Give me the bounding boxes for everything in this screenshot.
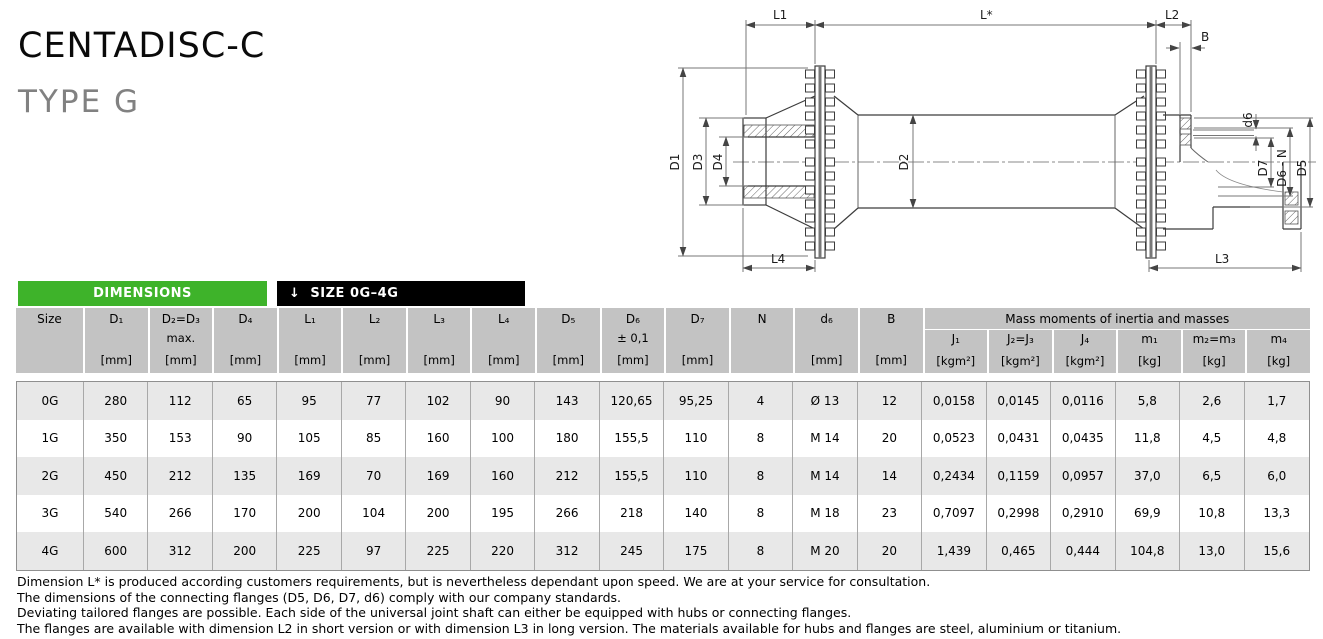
table-cell: 65 [213, 382, 277, 420]
footnotes [17, 574, 1313, 636]
footnote-line: The dimensions of the connecting flanges (D5, D6, D7, d6) comply with our company standards. [17, 589, 622, 605]
table-cell: 8 [729, 532, 793, 570]
table-cell: 69,9 [1116, 495, 1180, 533]
table-cell: 110 [664, 420, 728, 458]
table-cell: 540 [84, 495, 148, 533]
table-cell: 266 [535, 495, 599, 533]
table-row-2g [17, 457, 1309, 495]
table-cell: 97 [342, 532, 406, 570]
table-cell: 225 [406, 532, 470, 570]
table-cell: 70 [342, 457, 406, 495]
dim-label-d7: D7 [1256, 159, 1270, 177]
table-body [16, 381, 1310, 571]
type-subtitle: TYPE G [18, 84, 141, 120]
table-cell: 212 [535, 457, 599, 495]
table-cell: 195 [471, 495, 535, 533]
table-cell: 13,3 [1263, 506, 1291, 521]
table-cell: M 18 [793, 495, 857, 533]
column-header-b: B [mm] [860, 308, 923, 373]
table-cell: 225 [277, 532, 341, 570]
column-header-j2j3: J₂=J₃ [kgm²] [989, 330, 1052, 373]
table-cell: 1,7 [1267, 393, 1287, 408]
table-cell: 120,65 [600, 382, 664, 420]
table-cell: 450 [84, 457, 148, 495]
table-cell: 135 [213, 457, 277, 495]
table-cell: 312 [535, 532, 599, 570]
table-cell: 280 [84, 382, 148, 420]
table-cell: 14 [858, 457, 922, 495]
table-row-0g [17, 382, 1309, 420]
size-cell: 4G [17, 532, 84, 570]
table-cell: 160 [406, 420, 470, 458]
table-cell: 200 [277, 495, 341, 533]
table-cell: 6,5 [1180, 457, 1244, 495]
size-range-badge [277, 281, 525, 306]
table-cell: 0,2998 [987, 495, 1051, 533]
table-cell: 160 [471, 457, 535, 495]
table-cell: 12 [858, 382, 922, 420]
table-row-3g [17, 495, 1309, 533]
table-cell: M 20 [793, 532, 857, 570]
table-cell: 13,0 [1180, 532, 1244, 570]
footnote-line: The flanges are available with dimension L2 in short version or with dimension L3 in long version. The materials available for hubs and flanges are steel, aluminium or titanium. [17, 620, 1122, 636]
table-cell: 110 [664, 457, 728, 495]
size-range-label: SIZE 0G–4G [310, 286, 399, 301]
table-cell: 0,0431 [987, 420, 1051, 458]
dim-label-d6-small: d6 [1241, 112, 1255, 128]
dim-label-d5: D5 [1295, 159, 1309, 177]
dimensions-badge [18, 281, 267, 306]
table-cell: 8 [729, 495, 793, 533]
right-disc-pack [1137, 66, 1166, 258]
table-cell: 10,8 [1180, 495, 1244, 533]
column-header-m4: m₄ [kg] [1247, 330, 1310, 373]
table-cell: 155,5 [600, 457, 664, 495]
dim-label-d2: D2 [897, 153, 911, 171]
table-cell: 37,0 [1116, 457, 1180, 495]
table-cell: 100 [471, 420, 535, 458]
table-cell: 0,2910 [1051, 495, 1115, 533]
column-header-d7: D₇ [mm] [666, 308, 729, 373]
table-cell: 104,8 [1116, 532, 1180, 570]
table-cell: 140 [664, 495, 728, 533]
size-cell: 3G [17, 495, 84, 533]
left-disc-pack [806, 66, 835, 258]
technical-drawing [658, 0, 1323, 280]
table-cell: 143 [535, 382, 599, 420]
table-cell: 200 [406, 495, 470, 533]
table-row-1g [17, 420, 1309, 458]
column-header-d5: D₅ [mm] [537, 308, 600, 373]
table-cell: 600 [84, 532, 148, 570]
table-cell: 8 [729, 420, 793, 458]
table-cell: M 14 [793, 457, 857, 495]
table-cell: 2,6 [1180, 382, 1244, 420]
badge-row [0, 281, 1323, 306]
dim-label-l1: L1 [773, 8, 788, 22]
table-cell: 4 [729, 382, 793, 420]
table-cell: 0,1159 [987, 457, 1051, 495]
column-header-d2d3: D₂=D₃ max. [mm] [150, 308, 213, 373]
dimension-lines [678, 20, 1313, 272]
table-cell: 4,5 [1180, 420, 1244, 458]
table-cell: 218 [600, 495, 664, 533]
table-cell: 153 [148, 420, 212, 458]
dim-label-l2: L2 [1165, 8, 1180, 22]
table-cell: 104 [342, 495, 406, 533]
table-cell: 20 [858, 420, 922, 458]
table-cell: 90 [471, 382, 535, 420]
table-cell: 169 [406, 457, 470, 495]
table-cell: 169 [277, 457, 341, 495]
table-cell: 90 [213, 420, 277, 458]
table-cell: 85 [342, 420, 406, 458]
dim-label-d1: D1 [668, 153, 682, 171]
down-arrow-icon: ↓ [289, 286, 301, 301]
table-cell: 20 [858, 532, 922, 570]
table-cell: 8 [729, 457, 793, 495]
column-header-n: N [731, 308, 794, 373]
table-cell: 112 [148, 382, 212, 420]
column-header-size: Size [16, 308, 83, 373]
table-cell: 77 [342, 382, 406, 420]
table-cell: 0,2434 [922, 457, 986, 495]
coupling-drawing-svg [658, 0, 1323, 280]
product-title: CENTADISC-C [18, 26, 266, 66]
table-cell: 5,8 [1116, 382, 1180, 420]
table-cell: 105 [277, 420, 341, 458]
table-cell: 15,6 [1263, 543, 1291, 558]
mass-group-header: Mass moments of inertia and masses [925, 308, 1310, 329]
footnote-line: Dimension L* is produced according customers requirements, but is nevertheless dependant upon speed. We are at your service for consultation. [17, 574, 931, 589]
table-cell: 180 [535, 420, 599, 458]
column-header-l2: L₂ [mm] [343, 308, 406, 373]
column-header-l1: L₁ [mm] [279, 308, 342, 373]
table-cell: 11,8 [1116, 420, 1180, 458]
table-cell: 175 [664, 532, 728, 570]
table-cell: Ø 13 [793, 382, 857, 420]
table-cell: 6,0 [1267, 468, 1287, 483]
table-cell: 312 [148, 532, 212, 570]
table-cell: 95 [277, 382, 341, 420]
table-cell: 212 [148, 457, 212, 495]
dim-label-lstar: L* [980, 8, 993, 22]
size-cell: 2G [17, 457, 84, 495]
column-header-m2m3: m₂=m₃ [kg] [1183, 330, 1246, 373]
size-cell: 0G [17, 382, 84, 420]
table-cell: 4,8 [1267, 431, 1287, 446]
dim-label-l3: L3 [1215, 252, 1230, 266]
column-header-l3: L₃ [mm] [408, 308, 471, 373]
table-cell: 200 [213, 532, 277, 570]
column-header-j1: J₁ [kgm²] [925, 330, 988, 373]
table-cell: 350 [84, 420, 148, 458]
column-header-d1: D₁ [mm] [85, 308, 148, 373]
table-cell: 0,444 [1051, 532, 1115, 570]
size-cell: 1G [17, 420, 84, 458]
column-header-d6-bolt: d₆ [mm] [795, 308, 858, 373]
table-cell: 0,0145 [987, 382, 1051, 420]
table-cell: 23 [858, 495, 922, 533]
table-cell: 0,0158 [922, 382, 986, 420]
table-cell: 1,439 [922, 532, 986, 570]
column-header-j4: J₄ [kgm²] [1054, 330, 1117, 373]
dimensions-badge-label: DIMENSIONS [93, 286, 192, 301]
table-cell: 0,465 [987, 532, 1051, 570]
table-cell: M 14 [793, 420, 857, 458]
dim-label-d3: D3 [691, 153, 705, 171]
dim-label-b: B [1201, 30, 1210, 44]
footnote-line: Deviating tailored flanges are possible. Each side of the universal joint shaft can either be equipped with hubs or connecting flanges. [17, 605, 852, 620]
dim-label-l4: L4 [771, 252, 786, 266]
dim-label-d6n: D6 - N [1275, 149, 1289, 187]
table-cell: 102 [406, 382, 470, 420]
table-cell: 155,5 [600, 420, 664, 458]
table-cell: 0,0957 [1051, 457, 1115, 495]
table-cell: 95,25 [664, 382, 728, 420]
column-header-d4: D₄ [mm] [214, 308, 277, 373]
table-cell: 266 [148, 495, 212, 533]
table-cell: 0,0523 [922, 420, 986, 458]
table-cell: 170 [213, 495, 277, 533]
column-header-m1: m₁ [kg] [1118, 330, 1181, 373]
table-cell: 0,7097 [922, 495, 986, 533]
table-row-4g [17, 532, 1309, 570]
table-header [16, 308, 1310, 373]
column-header-l4: L₄ [mm] [472, 308, 535, 373]
column-header-d6: D₆ ± 0,1 [mm] [602, 308, 665, 373]
table-cell: 220 [471, 532, 535, 570]
table-cell: 245 [600, 532, 664, 570]
table-cell: 0,0116 [1051, 382, 1115, 420]
dim-label-d4: D4 [711, 153, 725, 171]
table-cell: 0,0435 [1051, 420, 1115, 458]
